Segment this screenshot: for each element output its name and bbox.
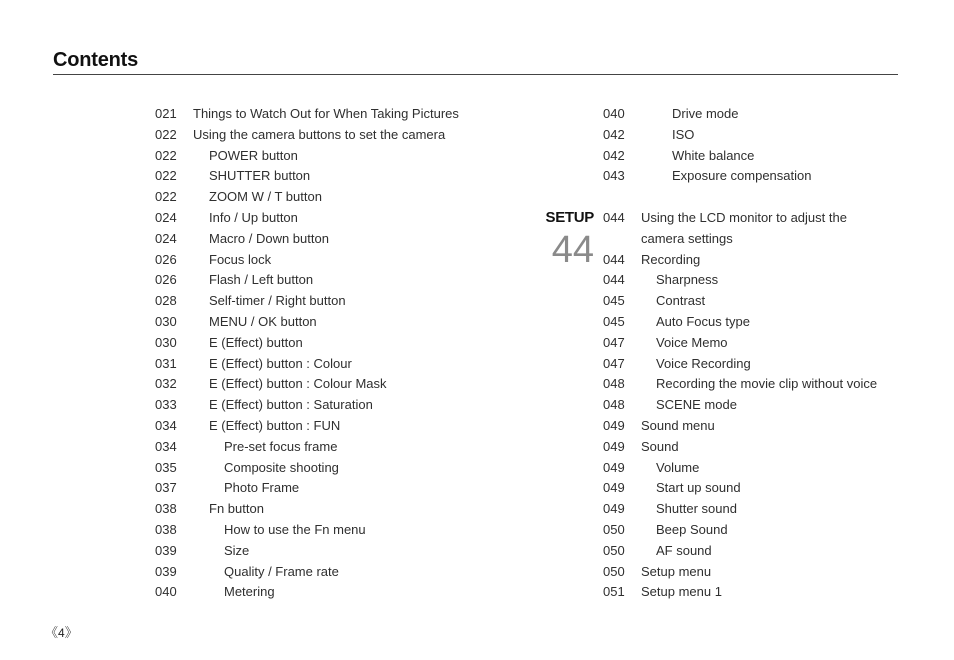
toc-page-number: 034 bbox=[155, 417, 177, 433]
toc-entry-label: E (Effect) button : Colour Mask bbox=[209, 376, 387, 392]
toc-page-number: 022 bbox=[155, 189, 177, 205]
toc-page-number: 034 bbox=[155, 438, 177, 454]
toc-entry-label: Flash / Left button bbox=[209, 272, 314, 288]
toc-page-number: 048 bbox=[603, 397, 625, 413]
section-page-number: 44 bbox=[551, 229, 594, 271]
toc-entry[interactable] bbox=[603, 104, 903, 125]
toc-entry-label: Contrast bbox=[656, 293, 706, 309]
toc-entry[interactable] bbox=[155, 270, 515, 291]
toc-entry-label: Pre-set focus frame bbox=[224, 438, 338, 454]
page-folio bbox=[45, 622, 78, 641]
toc-entry-label: White balance bbox=[672, 147, 755, 163]
toc-entry-label: E (Effect) button bbox=[209, 334, 303, 350]
toc-page-number: 026 bbox=[155, 272, 177, 288]
toc-entry-label: E (Effect) button : Colour bbox=[209, 355, 352, 371]
toc-page-number: 050 bbox=[603, 563, 625, 579]
toc-entry[interactable] bbox=[155, 229, 515, 250]
toc-page-number: 037 bbox=[155, 480, 177, 496]
toc-entry[interactable] bbox=[155, 582, 515, 603]
toc-left-column bbox=[155, 104, 515, 603]
toc-entry-label: ZOOM W / T button bbox=[209, 189, 322, 205]
toc-entry[interactable] bbox=[603, 270, 903, 291]
toc-entry-label: SCENE mode bbox=[656, 397, 737, 413]
toc-entry[interactable] bbox=[155, 125, 515, 146]
toc-entry[interactable] bbox=[603, 354, 903, 375]
toc-entry[interactable] bbox=[155, 354, 515, 375]
toc-page-number: 022 bbox=[155, 147, 177, 163]
toc-entry-label: Recording the movie clip without voice bbox=[656, 376, 878, 392]
toc-entry-label: SHUTTER button bbox=[209, 168, 311, 184]
toc-entry-label: Quality / Frame rate bbox=[224, 563, 339, 579]
toc-entry[interactable] bbox=[603, 250, 903, 271]
toc-entry-label: Metering bbox=[224, 584, 275, 600]
toc-entry[interactable] bbox=[155, 312, 515, 333]
toc-page-number: 030 bbox=[155, 334, 177, 350]
toc-entry[interactable] bbox=[155, 541, 515, 562]
toc-page-number: 022 bbox=[155, 126, 177, 142]
toc-entry-label: POWER button bbox=[209, 147, 298, 163]
toc-entry-label: How to use the Fn menu bbox=[224, 521, 366, 537]
toc-page-number: 039 bbox=[155, 563, 177, 579]
toc-page-number: 032 bbox=[155, 376, 177, 392]
toc-entry-label: Sound menu bbox=[641, 417, 715, 433]
toc-entry-label: Sound bbox=[641, 438, 679, 454]
toc-page-number: 043 bbox=[603, 168, 625, 184]
toc-page-number: 038 bbox=[155, 521, 177, 537]
toc-entry-label: AF sound bbox=[656, 542, 712, 558]
toc-page-number: 039 bbox=[155, 542, 177, 558]
toc-page-number: 044 bbox=[603, 209, 625, 225]
toc-entry[interactable] bbox=[603, 499, 903, 520]
toc-entry-label: Setup menu bbox=[641, 563, 712, 579]
toc-entry[interactable] bbox=[603, 333, 903, 354]
toc-page-number: 047 bbox=[603, 355, 625, 371]
toc-page-number: 049 bbox=[603, 438, 625, 454]
toc-entry-label: Auto Focus type bbox=[656, 313, 750, 329]
toc-page-number: 049 bbox=[603, 417, 625, 433]
toc-entry-label: ISO bbox=[672, 126, 695, 142]
toc-page-number: 042 bbox=[603, 126, 625, 142]
toc-page-number: 024 bbox=[155, 209, 177, 225]
section-title: SETUP bbox=[545, 209, 594, 226]
toc-entry-label: Things to Watch Out for When Taking Pictures bbox=[193, 106, 459, 121]
toc-entry-label: Info / Up button bbox=[209, 209, 298, 225]
section-marker bbox=[538, 208, 594, 270]
toc-entry-label: Self-timer / Right button bbox=[209, 293, 346, 309]
folio-open-mark: 《 bbox=[45, 625, 59, 640]
toc-entry[interactable] bbox=[155, 208, 515, 229]
toc-entry[interactable] bbox=[603, 416, 903, 437]
toc-entry[interactable] bbox=[155, 250, 515, 271]
toc-entry[interactable] bbox=[603, 582, 903, 603]
toc-page-number: 044 bbox=[603, 272, 625, 288]
toc-entry[interactable] bbox=[155, 520, 515, 541]
toc-entry[interactable] bbox=[155, 562, 515, 583]
page-title: Contents bbox=[53, 49, 139, 71]
toc-page-number: 045 bbox=[603, 293, 625, 309]
folio-page-number: 4 bbox=[58, 626, 65, 640]
toc-entry[interactable] bbox=[155, 478, 515, 499]
toc-entry[interactable] bbox=[603, 458, 903, 479]
toc-entry[interactable] bbox=[155, 146, 515, 167]
toc-page-number: 049 bbox=[603, 459, 625, 475]
toc-entry-label: E (Effect) button : FUN bbox=[209, 417, 341, 433]
toc-spacer bbox=[603, 187, 903, 208]
toc-entry-label: Recording bbox=[641, 251, 701, 267]
toc-entry[interactable] bbox=[603, 166, 903, 187]
toc-entry-label: Using the LCD monitor to adjust the bbox=[641, 209, 847, 225]
toc-entry-label: Beep Sound bbox=[656, 521, 728, 537]
toc-entry[interactable] bbox=[155, 458, 515, 479]
toc-entry-label: Macro / Down button bbox=[209, 230, 329, 246]
toc-page-number: 042 bbox=[603, 147, 625, 163]
folio-close-mark: 》 bbox=[64, 625, 78, 640]
toc-page-number: 038 bbox=[155, 501, 177, 517]
toc-entry[interactable] bbox=[155, 104, 515, 125]
toc-page-number: 049 bbox=[603, 501, 625, 517]
toc-entry[interactable] bbox=[603, 395, 903, 416]
toc-page-number: 040 bbox=[603, 106, 625, 121]
toc-entry[interactable] bbox=[155, 395, 515, 416]
toc-entry[interactable] bbox=[603, 520, 903, 541]
toc-page-number: 044 bbox=[603, 251, 625, 267]
toc-page-number: 033 bbox=[155, 397, 177, 413]
toc-entry[interactable] bbox=[155, 291, 515, 312]
toc-entry-label: Exposure compensation bbox=[672, 168, 812, 184]
title-divider bbox=[53, 74, 898, 75]
toc-page-number: 045 bbox=[603, 313, 625, 329]
toc-entry[interactable] bbox=[155, 374, 515, 395]
toc-entry-label: Focus lock bbox=[209, 251, 272, 267]
toc-entry-label: Voice Memo bbox=[656, 334, 728, 350]
toc-page-number: 049 bbox=[603, 480, 625, 496]
toc-entry[interactable] bbox=[603, 478, 903, 499]
toc-entry[interactable] bbox=[155, 166, 515, 187]
toc-entry-label: Sharpness bbox=[656, 272, 719, 288]
toc-entry-label: Drive mode bbox=[672, 106, 739, 121]
toc-entry[interactable] bbox=[603, 562, 903, 583]
toc-entry[interactable] bbox=[155, 187, 515, 208]
toc-page-number: 024 bbox=[155, 230, 177, 246]
toc-entry[interactable] bbox=[603, 541, 903, 562]
toc-entry[interactable] bbox=[155, 416, 515, 437]
toc-entry-label: Composite shooting bbox=[224, 459, 339, 475]
toc-page-number: 048 bbox=[603, 376, 625, 392]
toc-entry[interactable] bbox=[603, 437, 903, 458]
toc-page-number: 028 bbox=[155, 293, 177, 309]
toc-entry-label: Volume bbox=[656, 459, 700, 475]
toc-entry[interactable] bbox=[603, 312, 903, 333]
toc-entry-label: Voice Recording bbox=[656, 355, 751, 371]
toc-entry-label: Photo Frame bbox=[224, 480, 300, 496]
toc-page-number: 026 bbox=[155, 251, 177, 267]
toc-entry[interactable] bbox=[603, 208, 903, 229]
toc-entry[interactable] bbox=[603, 229, 903, 250]
toc-page-number: 035 bbox=[155, 459, 177, 475]
toc-entry-label: Using the camera buttons to set the camera bbox=[193, 126, 446, 142]
toc-page-number: 040 bbox=[155, 584, 177, 600]
toc-page-number: 031 bbox=[155, 355, 177, 371]
toc-entry[interactable] bbox=[155, 333, 515, 354]
toc-entry-label: Fn button bbox=[209, 501, 264, 517]
toc-entry-label: MENU / OK button bbox=[209, 313, 317, 329]
toc-entry-label: Setup menu 1 bbox=[641, 584, 722, 600]
toc-page-number: 021 bbox=[155, 106, 177, 121]
toc-entry-label: E (Effect) button : Saturation bbox=[209, 397, 373, 413]
toc-page-number: 022 bbox=[155, 168, 177, 184]
toc-page-number: 050 bbox=[603, 542, 625, 558]
toc-entry-label: Size bbox=[224, 542, 250, 558]
toc-entry[interactable] bbox=[155, 437, 515, 458]
toc-page-number: 050 bbox=[603, 521, 625, 537]
toc-page-number: 030 bbox=[155, 313, 177, 329]
toc-page-number: 051 bbox=[603, 584, 625, 600]
toc-entry[interactable] bbox=[155, 499, 515, 520]
toc-entry-label: Shutter sound bbox=[656, 501, 737, 517]
toc-entry[interactable] bbox=[603, 125, 903, 146]
toc-page-number: 047 bbox=[603, 334, 625, 350]
toc-entry[interactable] bbox=[603, 374, 903, 395]
toc-entry-label: camera settings bbox=[641, 230, 733, 246]
toc-entry[interactable] bbox=[603, 291, 903, 312]
toc-right-column bbox=[603, 104, 903, 603]
toc-entry-label: Start up sound bbox=[656, 480, 741, 496]
toc-entry[interactable] bbox=[603, 146, 903, 167]
